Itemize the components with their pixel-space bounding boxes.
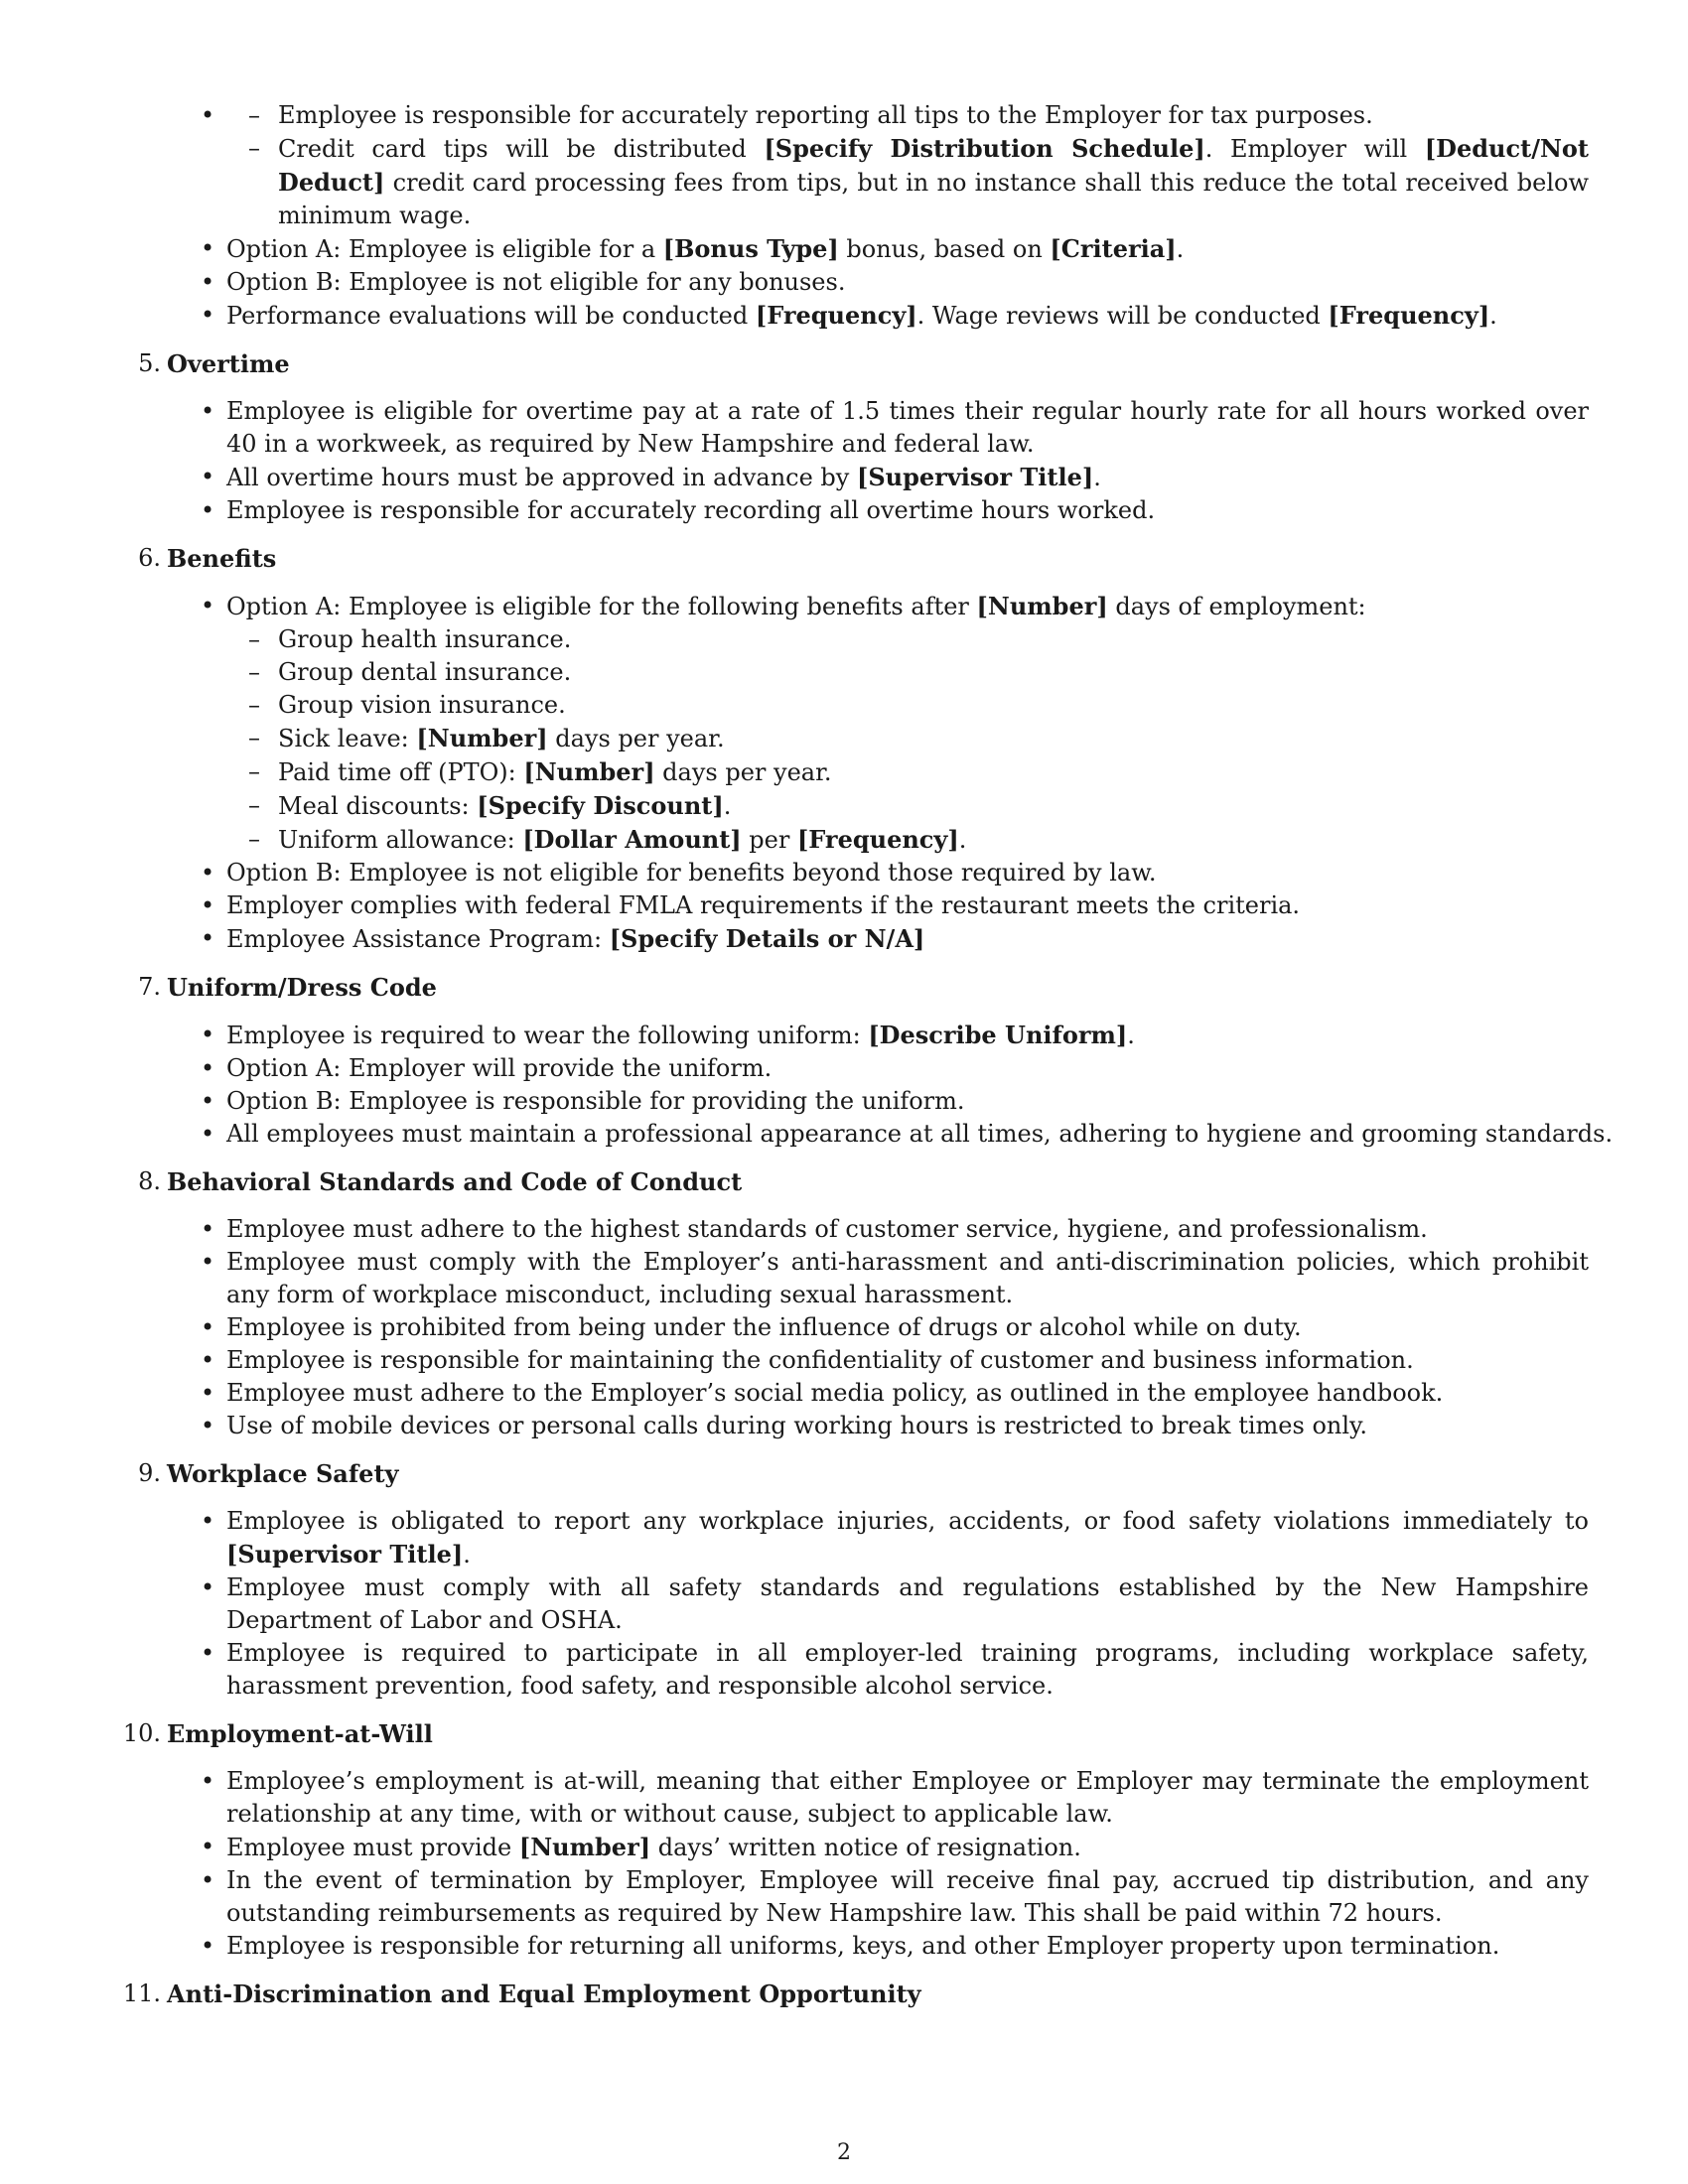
document-body [122, 99, 1614, 2025]
list-item: – Sick leave: [Number] days per year. [278, 722, 1589, 755]
list-item: • Employee Assistance Program: [Specify Details or N/A] [226, 922, 1589, 956]
section-heading: 10. Employment-at-Will [122, 1719, 433, 1748]
list-item: • Option A: Employee is eligible for a [Bonus Type] bonus, based on [Criteria]. [226, 232, 1589, 266]
list-item: • All employees must maintain a professional appearance at all times, adhering to hygiene and grooming standards. [226, 1118, 1589, 1151]
list-item: – Group health insurance. [278, 623, 1589, 656]
list-item: – Uniform allowance: [Dollar Amount] per [Frequency]. [278, 823, 1589, 857]
list-item: • Employee must comply with all safety standards and regulations established by the New Hampshire Department of Labor and OSHA. [226, 1571, 1589, 1637]
list-item: – Meal discounts: [Specify Discount]. [278, 789, 1589, 823]
list-item: • Employee must comply with the Employer’s anti-harassment and anti-discrimination policies, which prohibit any form of workplace misconduct, including sexual harassment. [226, 1246, 1589, 1311]
page-number: 2 [837, 2140, 851, 2165]
section-heading: 5. Overtime [138, 349, 290, 378]
section-uniform-dress-code [138, 971, 1614, 1151]
at-will-list [226, 1765, 1589, 1963]
list-item: • Option B: Employee is responsible for providing the uniform. [226, 1085, 1589, 1118]
benefits-list [226, 590, 1589, 956]
section-heading: 9. Workplace Safety [138, 1459, 399, 1488]
list-item: • Option A: Employer will provide the uniform. [226, 1052, 1589, 1085]
list-item: • Employee must adhere to the highest standards of customer service, hygiene, and professionalism. [226, 1213, 1589, 1246]
conduct-list [226, 1213, 1589, 1442]
list-item: • Option B: Employee is not eligible for any bonuses. [226, 266, 1589, 299]
list-item: • Employee is eligible for overtime pay at a rate of 1.5 times their regular hourly rate for all hours worked over 40 in a workweek, as required by New Hampshire and federal law. [226, 395, 1589, 461]
section-heading: 8. Behavioral Standards and Code of Conduct [138, 1167, 743, 1196]
section-code-of-conduct [138, 1165, 1589, 1442]
uniform-list [226, 1019, 1614, 1151]
tips-sublist [278, 99, 1589, 232]
tips-sublist-container [226, 99, 1589, 232]
safety-list [226, 1505, 1589, 1703]
list-item: • Employee is required to participate in all employer-led training programs, including workplace safety, harassment prevention, food safety, and responsible alcohol service. [226, 1637, 1589, 1703]
benefits-sublist [278, 623, 1589, 857]
list-item: – Group dental insurance. [278, 656, 1589, 689]
list-item: • Employee is obligated to report any workplace injuries, accidents, or food safety violations immediately to [Supervisor Title]. [226, 1505, 1589, 1571]
list-item: • All overtime hours must be approved in advance by [Supervisor Title]. [226, 461, 1589, 494]
list-item: – Paid time off (PTO): [Number] days per year. [278, 755, 1589, 789]
list-item: • In the event of termination by Employer, Employee will receive final pay, accrued tip distribution, and any outstanding reimbursements as required by New Hampshire law. This shall be paid within 72 hours. [226, 1864, 1589, 1930]
section-heading: 7. Uniform/Dress Code [138, 973, 437, 1002]
list-item: • Performance evaluations will be conducted [Frequency]. Wage reviews will be conducted [Frequency]. [226, 299, 1589, 333]
section-heading: 6. Benefits [138, 544, 277, 573]
list-item: • Option A: Employee is eligible for the following benefits after [Number] days of employment: – Group health insurance. – Group dental insurance. – Group vision insurance. – Sick leave: [Number] days per year. – Paid time off (PTO): [Number] days per year. – Meal discounts: [Specify Discount]. – Uniform allowance: [Dollar Amount] per [Frequency]. [226, 590, 1589, 857]
list-item: • Employee must provide [Number] days’ written notice of resignation. [226, 1831, 1589, 1864]
bonus-list [226, 232, 1589, 333]
list-item: • Option B: Employee is not eligible for benefits beyond those required by law. [226, 857, 1589, 889]
list-item: • Employee is required to wear the following uniform: [Describe Uniform]. [226, 1019, 1589, 1052]
overtime-list [226, 395, 1589, 527]
list-item: • Employer complies with federal FMLA requirements if the restaurant meets the criteria. [226, 889, 1589, 922]
compensation-continued-list [226, 99, 1589, 232]
list-item: • Employee’s employment is at-will, meaning that either Employee or Employer may terminate the employment relationship at any time, with or without cause, subject to applicable law. [226, 1765, 1589, 1831]
section-benefits [138, 542, 1589, 956]
list-item: – Credit card tips will be distributed [Specify Distribution Schedule]. Employer will [Deduct/Not Deduct] credit card processing fees from tips, but in no instance shall this reduce the total received below minimum wage. [278, 132, 1589, 232]
section-anti-discrimination [122, 1978, 1589, 2010]
list-item: • Employee is prohibited from being under the influence of drugs or alcohol while on duty. [226, 1311, 1589, 1344]
list-item: • Employee must adhere to the Employer’s social media policy, as outlined in the employee handbook. [226, 1377, 1589, 1410]
section-heading: 11. Anti-Discrimination and Equal Employment Opportunity [122, 1979, 921, 2008]
list-item: • Use of mobile devices or personal calls during working hours is restricted to break times only. [226, 1410, 1589, 1442]
section-overtime [138, 347, 1589, 527]
list-item: • Employee is responsible for maintaining the confidentiality of customer and business information. [226, 1344, 1589, 1377]
list-item: – Group vision insurance. [278, 689, 1589, 722]
list-item: • Employee is responsible for returning all uniforms, keys, and other Employer property upon termination. [226, 1930, 1589, 1963]
list-item: – • Employee is responsible for accurately reporting all tips to the Employer for tax purposes. [278, 99, 1589, 132]
list-item: • Employee is responsible for accurately recording all overtime hours worked. [226, 494, 1589, 527]
section-workplace-safety [138, 1457, 1589, 1703]
section-employment-at-will [122, 1717, 1589, 1963]
